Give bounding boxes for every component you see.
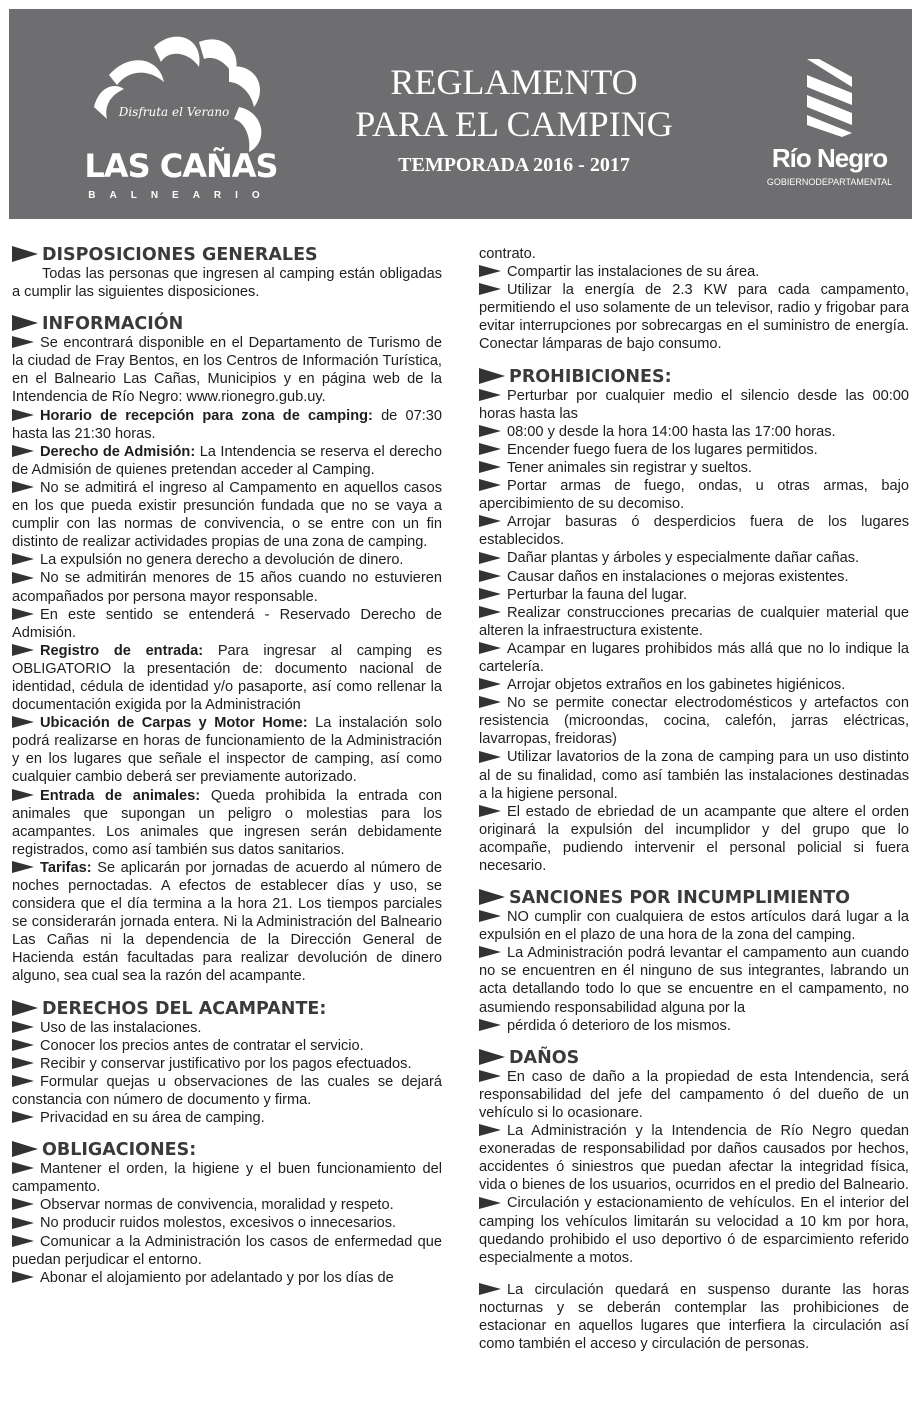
list-item: Arrojar objetos extraños en los gabinetes higiénicos.: [479, 676, 909, 694]
page-title: [319, 61, 709, 145]
arrow-icon: [479, 1070, 501, 1082]
list-item: 08:00 y desde la hora 14:00 hasta las 17:00 horas.: [479, 423, 909, 441]
arrow-icon: [479, 552, 501, 564]
left-column: [12, 245, 442, 1287]
arrow-icon: [12, 246, 38, 262]
list-item: Se encontrará disponible en el Departamento de Turismo de la ciudad de Fray Bentos, en los Centros de Información Turística, en el Balneario Las Cañas, Municipios y en página web de la Intendencia de Río Negro: www.rionegro.gub.uy.: [12, 335, 442, 406]
list-item: Utilizar la energía de 2.3 KW para cada campamento, permitiendo el uso solamente de un televisor, radio y frigobar para evitar interrupciones por sobrecargas en el suministro de energía. Conectar lámparas de bajo consumo.: [479, 282, 909, 353]
list-item: Observar normas de convivencia, moralidad y respeto.: [12, 1196, 442, 1214]
section-title: DAÑOS: [479, 1048, 909, 1068]
list-item: Utilizar lavatorios de la zona de camping para un uso distinto al de su finalidad, como así también las instalaciones destinadas a la higiene personal.: [479, 749, 909, 802]
section-title: SANCIONES POR INCUMPLIMIENTO: [479, 888, 909, 908]
list-item: Derecho de Admisión: La Intendencia se reserva el derecho de Admisión de quienes pretendan acceder al Camping.: [12, 443, 442, 478]
list-item: En caso de daño a la propiedad de esta Intendencia, será responsabilidad del jefe del campamento ó del dueño de un vehículo si lo ocasionare.: [479, 1068, 909, 1121]
arrow-icon: [479, 588, 501, 600]
list-item: Comunicar a la Administración los casos de enfermedad que puedan perjudicar el entorno.: [12, 1233, 442, 1268]
list-item: Realizar construcciones precarias de cualquier material que alteren la infraestructura existente.: [479, 604, 909, 639]
list-item: Tener animales sin registrar y sueltos.: [479, 459, 909, 477]
list-item: Conocer los precios antes de contratar el servicio.: [12, 1037, 442, 1055]
arrow-icon: [479, 479, 501, 491]
list-item: Perturbar por cualquier medio el silencio desde las 00:00 horas hasta las: [479, 387, 909, 422]
arrow-icon: [479, 805, 501, 817]
arrow-icon: [12, 1111, 34, 1123]
list-item: Privacidad en su área de camping.: [12, 1109, 442, 1127]
section-obligaciones-cont: [479, 245, 909, 354]
arrow-icon: [479, 368, 505, 384]
arrow-icon: [479, 461, 501, 473]
section-title: DERECHOS DEL ACAMPANTE:: [12, 999, 442, 1019]
list-item: Arrojar basuras ó desperdicios fuera de los lugares establecidos.: [479, 514, 909, 549]
section-prohibiciones: [479, 367, 909, 876]
arrow-icon: [12, 608, 34, 620]
arrow-icon: [12, 1075, 34, 1087]
arrow-icon: [12, 315, 38, 331]
list-item: Tarifas: Se aplicarán por jornadas de acuerdo al número de noches pernoctadas. A efectos de establecer días y uso, se considera que el día termina a la hora 21. Los tiempos parciales se considerarán jornada entera. Ni la Administración del Balneario Las Cañas ni la dependencia de la Dirección General de Hacienda están facultadas para realizar devolución de dinero alguno, sea cual sea la razón del acampante.: [12, 859, 442, 985]
arrow-icon: [479, 946, 501, 958]
logo-brand-sub: BALNEARIO: [88, 190, 274, 201]
section-derechos: [12, 999, 442, 1128]
arrow-icon: [479, 1049, 505, 1065]
logo-brand: LAS CAÑAS: [84, 147, 278, 185]
list-item: Recibir y conservar justificativo por los pagos efectuados.: [12, 1055, 442, 1073]
section-sanciones: [479, 888, 909, 1035]
arrow-icon: [479, 265, 501, 277]
list-item: Abonar el alojamiento por adelantado y por los días de: [12, 1269, 442, 1287]
list-item: Acampar en lugares prohibidos más allá que no lo indique la cartelería.: [479, 640, 909, 675]
list-item: La circulación quedará en suspenso durante las horas nocturnas y se deberán contemplar las prohibiciones de estacionar en aquellos lugares que interfiera la circulación así como también el acceso y circulación de personas.: [479, 1281, 909, 1353]
arrow-icon: [12, 336, 34, 348]
list-item: El estado de ebriedad de un acampante que altere el orden originará la expulsión del incumplidor y del grupo que lo acompañe, pudiendo intervenir el personal policial si fuera necesario.: [479, 803, 909, 874]
list-item: pérdida ó deterioro de los mismos.: [479, 1017, 909, 1035]
arrow-icon: [12, 1039, 34, 1051]
list-item: Dañar plantas y árboles y especialmente dañar cañas.: [479, 549, 909, 567]
section-danos: [479, 1048, 909, 1353]
arrow-icon: [479, 283, 501, 295]
arrow-icon: [12, 409, 34, 421]
arrow-icon: [12, 481, 34, 493]
list-item: No se admitirá el ingreso al Campamento en aquellos casos en los que pueda existir presunción fundada que no se vaya a cumplir con las normas de convivencia, o se entre con un fin distinto de realizar actividades propias de una zona de camping.: [12, 479, 442, 551]
list-item: Ubicación de Carpas y Motor Home: La instalación solo podrá realizarse en horas de funcionamiento de la Administración y en los lugares que señale el inspector de camping, así como cualquier cambio deberá ser previamente autorizado.: [12, 715, 442, 786]
arrow-icon: [479, 642, 501, 654]
arrow-icon: [12, 716, 34, 728]
gov-sub: GOBIERNODEPARTAMENTAL: [766, 177, 893, 187]
list-item: Compartir las instalaciones de su área.: [479, 263, 909, 281]
section-generales: [12, 245, 442, 301]
paragraph: Todas las personas que ingresen al camping están obligadas a cumplir las siguientes disposiciones.: [12, 266, 442, 301]
list-item: No producir ruidos molestos, excesivos o innecesarios.: [12, 1214, 442, 1232]
arrow-icon: [12, 1141, 38, 1157]
arrow-icon: [479, 443, 501, 455]
arrow-icon: [479, 696, 501, 708]
section-obligaciones: [12, 1140, 442, 1287]
arrow-icon: [479, 425, 501, 437]
arrow-icon: [479, 606, 501, 618]
arrow-icon: [12, 644, 34, 656]
list-item: Circulación y estacionamiento de vehículos. En el interior del camping los vehículos limitarán su velocidad a 10 km por hora, quedando prohibido el uso deportivo ó de esparcimiento referido especialmente a motos.: [479, 1195, 909, 1266]
arrow-icon: [12, 1235, 34, 1247]
arrow-icon: [479, 1197, 501, 1209]
arrow-icon: [479, 515, 501, 527]
arrow-icon: [12, 1162, 34, 1174]
list-item-continued: contrato.: [479, 246, 536, 262]
arrow-icon: [12, 861, 34, 873]
list-item: Uso de las instalaciones.: [12, 1019, 442, 1037]
arrow-icon: [479, 910, 501, 922]
arrow-icon: [12, 572, 34, 584]
list-item: En este sentido se entenderá - Reservado Derecho de Admisión.: [12, 606, 442, 641]
section-title: PROHIBICIONES:: [479, 367, 909, 387]
header-banner: [9, 9, 912, 219]
list-item: Registro de entrada: Para ingresar al camping es OBLIGATORIO la presentación de: documento nacional de identidad, cédula de identidad y/o pasaporte, así como rellenar la documentación exigida por la Administración: [12, 642, 442, 714]
arrow-icon: [12, 789, 34, 801]
arrow-icon: [12, 1057, 34, 1069]
arrow-icon: [12, 1000, 38, 1016]
arrow-icon: [12, 1271, 34, 1283]
section-informacion: [12, 314, 442, 985]
arrow-icon: [12, 1217, 34, 1229]
arrow-icon: [479, 1283, 501, 1295]
gov-name: Río Negro: [771, 143, 888, 173]
arrow-icon: [479, 1019, 501, 1031]
list-item: No se admitirán menores de 15 años cuando no estuvieren acompañados por persona mayor responsable.: [12, 570, 442, 605]
list-item: Horario de recepción para zona de camping: de 07:30 hasta las 21:30 horas.: [12, 407, 442, 442]
logo-tagline: Disfruta el Verano: [118, 105, 230, 119]
list-item: La Administración y la Intendencia de Río Negro quedan exoneradas de responsabilidad por daños causados por hechos, accidentes ó siniestros que puedan afectar la integridad física, vida o bienes de los usuarios, ocurridos en el predio del Balneario.: [479, 1123, 909, 1194]
right-column: [479, 245, 909, 1353]
list-item: Mantener el orden, la higiene y el buen funcionamiento del campamento.: [12, 1161, 442, 1196]
arrow-icon: [12, 1021, 34, 1033]
section-title: DISPOSICIONES GENERALES: [12, 245, 442, 265]
title-line-2: PARA EL CAMPING: [355, 104, 673, 144]
list-item: NO cumplir con cualquiera de estos artículos dará lugar a la expulsión en el plazo de una hora de la zona del camping.: [479, 909, 909, 944]
arrow-icon: [479, 751, 501, 763]
section-title: INFORMACIÓN: [12, 314, 442, 334]
list-item: Encender fuego fuera de los lugares permitidos.: [479, 441, 909, 459]
arrow-icon: [12, 553, 34, 565]
arrow-icon: [479, 1124, 501, 1136]
arrow-icon: [479, 570, 501, 582]
season-subtitle: TEMPORADA 2016 - 2017: [398, 154, 630, 176]
list-item: No se permite conectar electrodomésticos y artefactos con resistencia (microondas, cocina, calefón, jarras eléctricas, lavarropas, freidoras): [479, 695, 909, 748]
list-item: La Administración podrá levantar el campamento aun cuando no se encuentren en él ninguno de sus integrantes, labrando un acta detallando todo lo que se encuentre en el campamento, no asumiendo responsabilidad alguna por la: [479, 945, 909, 1016]
arrow-icon: [12, 445, 34, 457]
list-item: Entrada de animales: Queda prohibida la entrada con animales que supongan un peligro o molestias para los acampantes. Los animales que ingresen serán debidamente registrados, como así también sus datos sanitarios.: [12, 787, 442, 858]
section-title: OBLIGACIONES:: [12, 1140, 442, 1160]
list-item: La expulsión no genera derecho a devolución de dinero.: [12, 551, 442, 569]
list-item: Formular quejas u observaciones de las cuales se dejará constancia con número de documento y firma.: [12, 1073, 442, 1108]
list-item: Causar daños en instalaciones o mejoras existentes.: [479, 568, 909, 586]
arrow-icon: [479, 389, 501, 401]
list-item: Perturbar la fauna del lugar.: [479, 586, 909, 604]
arrow-icon: [479, 889, 505, 905]
title-line-1: REGLAMENTO: [390, 62, 638, 102]
arrow-icon: [12, 1198, 34, 1210]
list-item: Portar armas de fuego, ondas, u otras armas, bajo apercibimiento de su decomiso.: [479, 478, 909, 513]
arrow-icon: [479, 678, 501, 690]
